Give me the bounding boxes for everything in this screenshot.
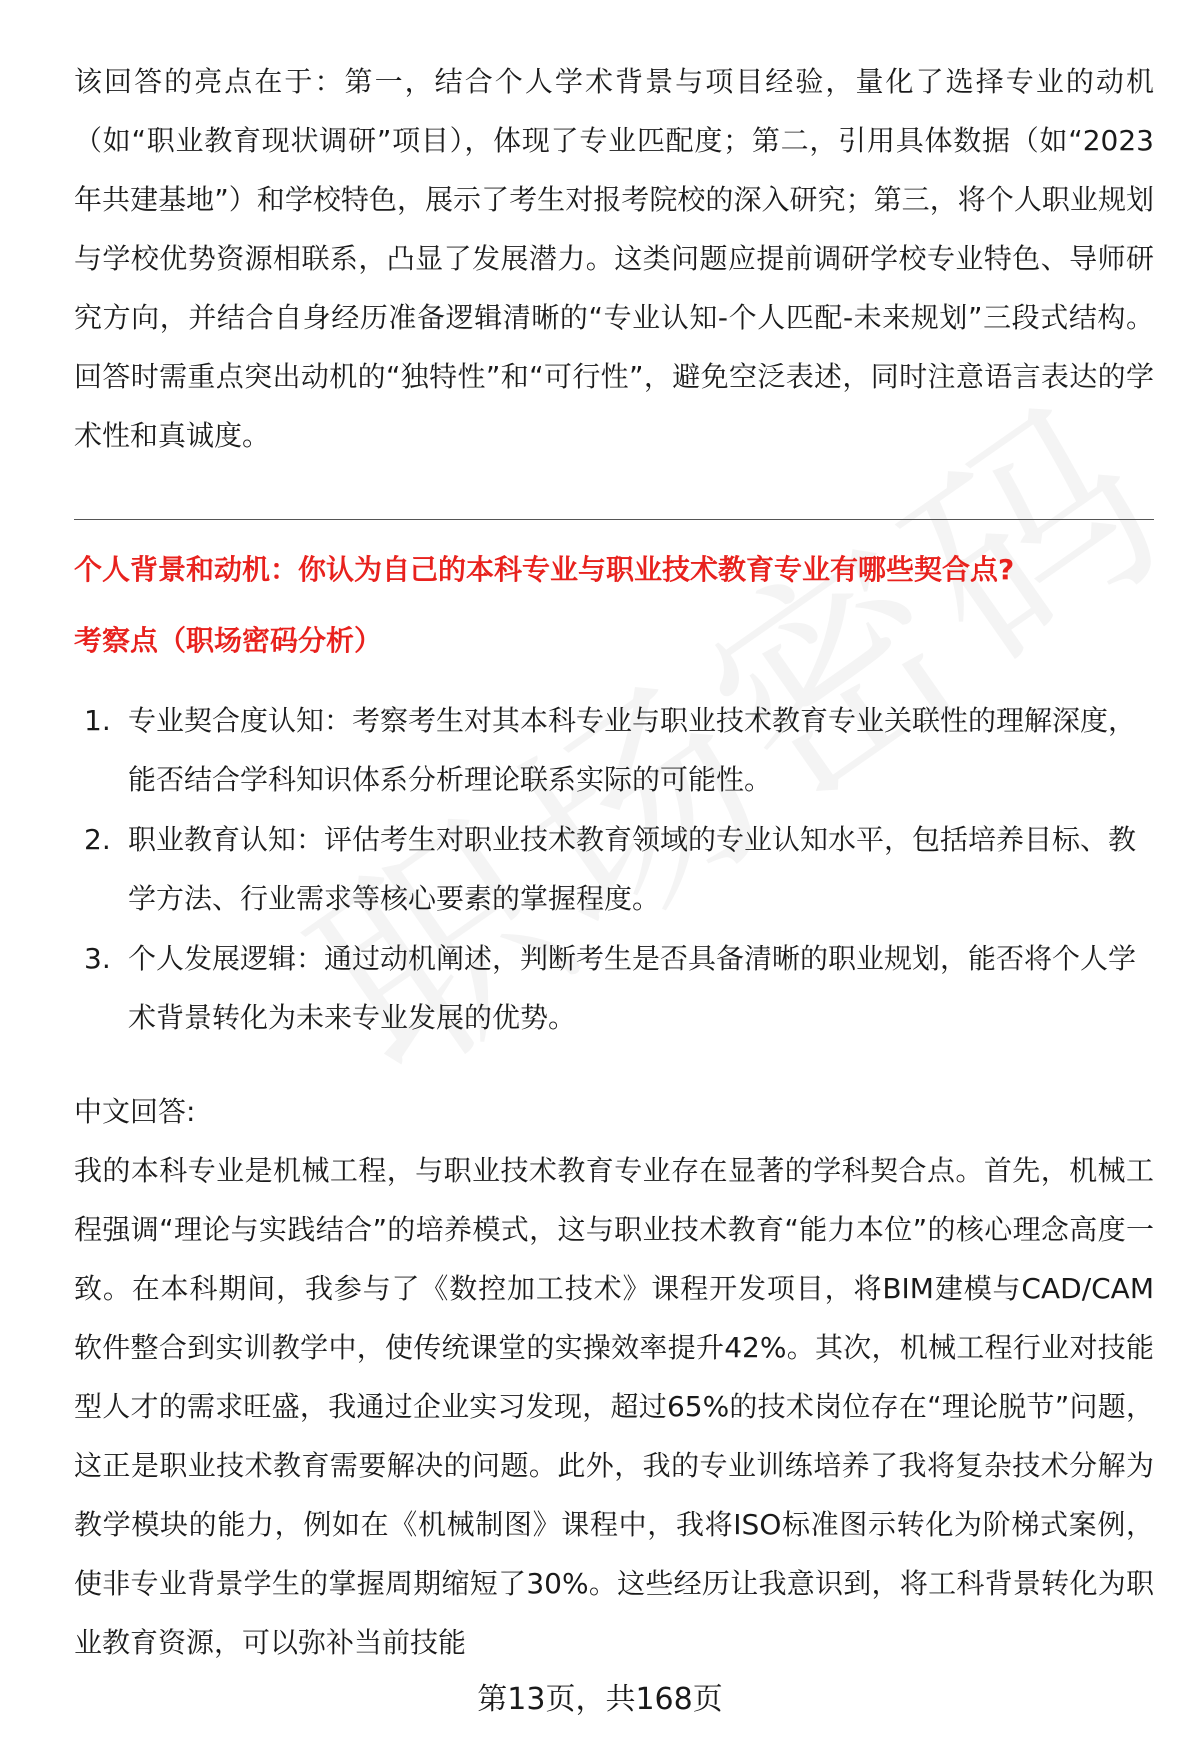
exam-points-list: [74, 691, 1154, 1048]
section-heading: 考察点（职场密码分析）: [74, 624, 383, 657]
list-item-number: 2.: [84, 823, 111, 856]
list-item: [74, 810, 1154, 928]
intro-paragraph: 该回答的亮点在于：第一，结合个人学术背景与项目经验，量化了选择专业的动机（如“职业教育现状调研”项目），体现了专业匹配度；第二，引用具体数据（如“2023年共建基地”）和学校特色，展示了考生对报考院校的深入研究；第三，将个人职业规划与学校优势资源相联系，凸显了发展潜力。这类问题应提前调研学校专业特色、导师研究方向，并结合自身经历准备逻辑清晰的“专业认知-个人匹配-未来规划”三段式结构。回答时需重点突出动机的“独特性”和“可行性”，避免空泛表述，同时注意语言表达的学术性和真诚度。: [74, 65, 1154, 452]
list-item-number: 3.: [84, 942, 111, 975]
list-item: [74, 929, 1154, 1047]
answer-label: 中文回答:: [74, 1095, 196, 1128]
list-item-number: 1.: [84, 704, 111, 737]
section-divider: [74, 519, 1154, 520]
page-number-footer: 第13页，共168页: [477, 1682, 723, 1717]
list-item-text: 职业教育认知：评估考生对职业技术教育领域的专业认知水平，包括培养目标、教学方法、行业需求等核心要素的掌握程度。: [128, 823, 1137, 915]
list-item-text: 专业契合度认知：考察考生对其本科专业与职业技术教育专业关联性的理解深度，能否结合学科知识体系分析理论联系实际的可能性。: [128, 704, 1137, 796]
list-item: [74, 691, 1154, 809]
list-item-text: 个人发展逻辑：通过动机阐述，判断考生是否具备清晰的职业规划，能否将个人学术背景转化为未来专业发展的优势。: [128, 942, 1137, 1034]
answer-paragraph: 我的本科专业是机械工程，与职业技术教育专业存在显著的学科契合点。首先，机械工程强调“理论与实践结合”的培养模式，这与职业技术教育“能力本位”的核心理念高度一致。在本科期间，我参与了《数控加工技术》课程开发项目，将BIM建模与CAD/CAM软件整合到实训教学中，使传统课堂的实操效率提升42%。其次，机械工程行业对技能型人才的需求旺盛，我通过企业实习发现，超过65%的技术岗位存在“理论脱节”问题，这正是职业技术教育需要解决的问题。此外，我的专业训练培养了我将复杂技术分解为教学模块的能力，例如在《机械制图》课程中，我将ISO标准图示转化为阶梯式案例，使非专业背景学生的掌握周期缩短了30%。这些经历让我意识到，将工科背景转化为职业教育资源，可以弥补当前技能: [74, 1154, 1154, 1659]
question-title: 个人背景和动机：你认为自己的本科专业与职业技术教育专业有哪些契合点?: [74, 553, 1015, 586]
